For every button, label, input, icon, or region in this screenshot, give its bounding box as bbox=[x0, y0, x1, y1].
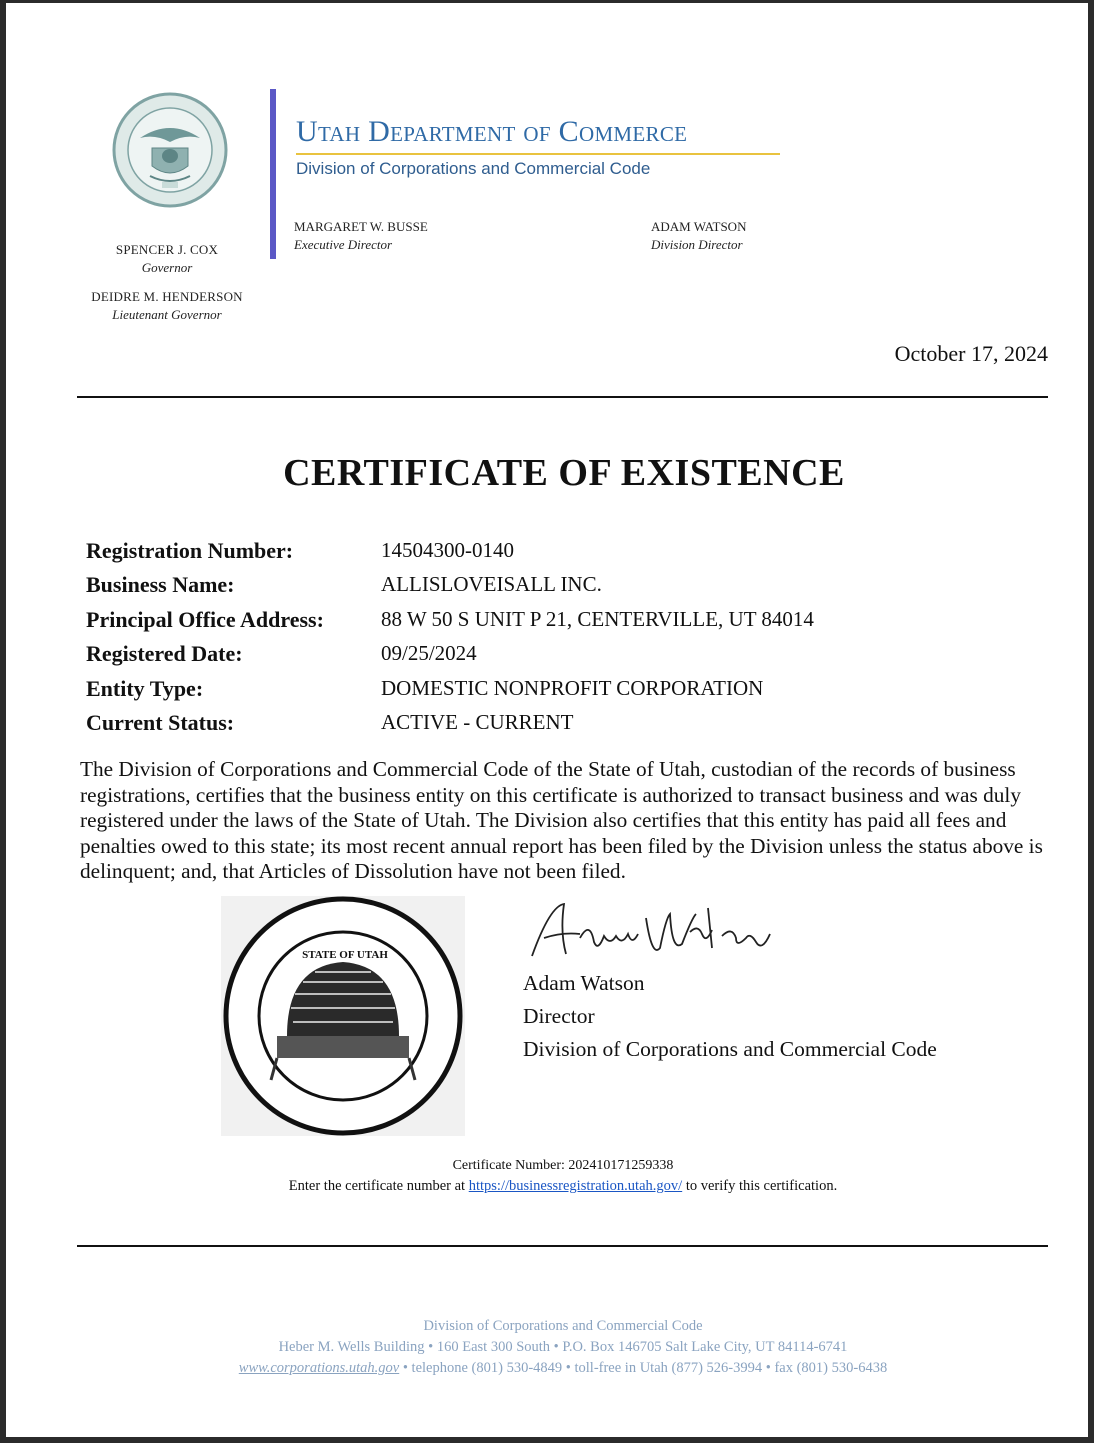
verify-link[interactable]: https://businessregistration.utah.gov/ bbox=[468, 1178, 683, 1194]
certification-paragraph: The Division of Corporations and Commercial Code of the State of Utah, custodian of the records of business registrations, certifies that the business entity on this certificate is authorized to transact business and was duly registered under the laws of the State of Utah. The Division also certifies that this entity has paid all fees and penalties owed to this state; its most recent annual report has been filed by the Division unless the status above is delinquent; and, that Articles of Dissolution have not been filed. bbox=[80, 757, 1043, 884]
signature-image bbox=[522, 898, 772, 968]
header-divider-bar bbox=[270, 89, 276, 259]
lieutenant-governor-title: Lieutenant Governor bbox=[112, 307, 222, 322]
governor-name: SPENCER J. COX bbox=[115, 242, 219, 257]
detail-value: 09/25/2024 bbox=[381, 641, 477, 666]
certificate-date: October 17, 2024 bbox=[894, 341, 1048, 366]
signer-name: Adam Watson bbox=[523, 971, 645, 995]
detail-label: Current Status: bbox=[86, 709, 235, 735]
detail-label: Business Name: bbox=[86, 572, 235, 598]
footer-division: Division of Corporations and Commercial Code bbox=[423, 1318, 703, 1334]
signer-division: Division of Corporations and Commercial Code bbox=[523, 1037, 937, 1061]
certificate-page bbox=[6, 3, 1088, 1437]
governor-title: Governor bbox=[141, 260, 193, 275]
verify-prefix: Enter the certificate number at bbox=[288, 1178, 469, 1194]
certificate-title: CERTIFICATE OF EXISTENCE bbox=[283, 452, 845, 494]
verify-suffix: to verify this certification. bbox=[682, 1178, 838, 1194]
detail-value: ACTIVE - CURRENT bbox=[381, 709, 574, 734]
bottom-divider bbox=[77, 1245, 1048, 1247]
verify-instructions bbox=[6, 1178, 1094, 1195]
signer-title: Director bbox=[523, 1004, 595, 1028]
division-beehive-seal-icon bbox=[221, 896, 465, 1136]
lieutenant-governor-name: DEIDRE M. HENDERSON bbox=[91, 289, 243, 304]
detail-label: Registered Date: bbox=[86, 641, 243, 667]
top-divider bbox=[77, 396, 1048, 398]
footer-contact bbox=[6, 1360, 1094, 1377]
seal-inner-text: STATE OF UTAH bbox=[302, 949, 388, 961]
detail-label: Principal Office Address: bbox=[86, 606, 324, 632]
department-title: Utah Department of Commerce bbox=[296, 115, 688, 148]
footer-website-link[interactable]: www.corporations.utah.gov bbox=[238, 1360, 400, 1376]
detail-value: 88 W 50 S UNIT P 21, CENTERVILLE, UT 84014 bbox=[381, 606, 814, 631]
detail-label: Registration Number: bbox=[86, 538, 294, 563]
department-underline bbox=[296, 153, 780, 155]
certificate-number: Certificate Number: 202410171259338 bbox=[452, 1158, 674, 1173]
footer-address: Heber M. Wells Building • 160 East 300 South • P.O. Box 146705 Salt Lake City, UT 84114-6741 bbox=[278, 1339, 848, 1355]
detail-value: 14504300-0140 bbox=[381, 538, 514, 562]
footer-contact-info: • telephone (801) 530-4849 • toll-free in Utah (877) 526-3994 • fax (801) 530-6438 bbox=[399, 1360, 888, 1376]
executive-director-name: MARGARET W. BUSSE bbox=[294, 219, 428, 234]
utah-state-seal-icon bbox=[110, 90, 230, 210]
detail-value: ALLISLOVEISALL INC. bbox=[381, 572, 602, 597]
division-director-title: Division Director bbox=[651, 237, 743, 252]
division-subtitle: Division of Corporations and Commercial Code bbox=[296, 159, 651, 178]
executive-director-title: Executive Director bbox=[294, 237, 393, 252]
detail-label: Entity Type: bbox=[86, 675, 204, 701]
detail-value: DOMESTIC NONPROFIT CORPORATION bbox=[381, 675, 764, 700]
division-director-name: ADAM WATSON bbox=[651, 219, 747, 234]
